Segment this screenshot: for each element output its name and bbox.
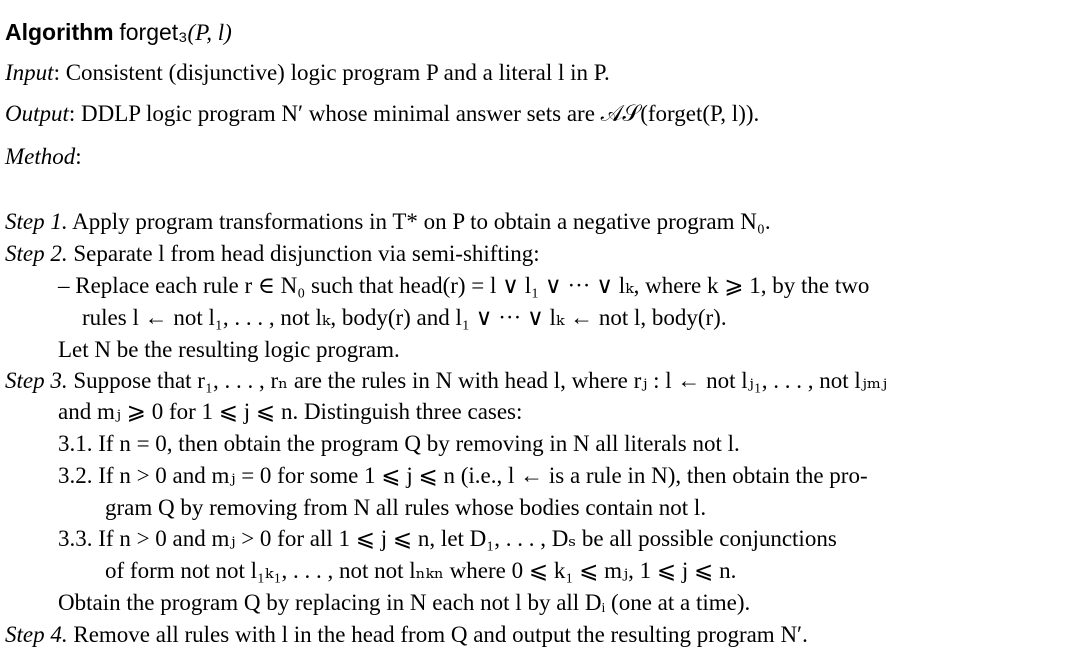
step-3-2b-text: gram Q by removing from N all rules whose bodies contain not l. [105,495,707,520]
step-3-2a-text: 3.2. If n > 0 and mⱼ = 0 for some 1 ⩽ j ⩽ n (i.e., l ← is a rule in N), then obtain the pro- [58,463,868,488]
step-2-bullet-line-2 [82,304,727,332]
step-3-cont-text: and mⱼ ⩾ 0 for 1 ⩽ j ⩽ n. Distinguish three cases: [58,399,523,424]
step-3-label: Step 3. [5,368,68,393]
method-text: : [75,144,82,169]
step-3-2-line-2 [105,494,706,522]
step-1-text: Apply program transformations in T* on P to obtain a negative program N₀. [72,209,771,234]
step-3-3-line-1 [58,525,837,553]
output-line [5,100,759,128]
algorithm-name: forget₃ [119,19,188,45]
algorithm-title [5,18,232,47]
algorithm-args: (P, l) [187,20,232,45]
step-3-1-text: 3.1. If n = 0, then obtain the program Q by removing in N all literals not l. [58,431,740,456]
output-text: : DDLP logic program N′ whose minimal answer sets are 𝒜𝒮(forget(P, l)). [68,101,760,126]
step-2-bullet-b: rules l ← not l₁, . . . , not lₖ, body(r) and l₁ ∨ ··· ∨ lₖ ← not l, body(r). [82,305,727,330]
step-1-label: Step 1. [5,209,68,234]
step-4 [5,621,808,649]
step-2-after-text: Let N be the resulting logic program. [58,337,400,362]
step-3-text: Suppose that r₁, . . . , rₙ are the rules in N with head l, where rⱼ : l ← not lⱼ₁, . . . , not lⱼₘⱼ [73,368,888,393]
step-3-cont [58,398,522,426]
step-3 [5,367,887,395]
method-line [5,143,82,171]
step-2-text: Separate l from head disjunction via semi-shifting: [73,241,540,266]
input-text: : Consistent (disjunctive) logic program P and a literal l in P. [53,60,610,85]
step-2 [5,240,540,268]
step-3-3-line-2 [105,557,736,585]
step-4-text: Remove all rules with l in the head from Q and output the resulting program N′. [73,622,808,647]
step-3-1 [58,430,740,458]
step-3-obtain [58,589,750,617]
output-label: Output [5,101,69,126]
step-2-bullet-line-1 [58,272,1060,300]
step-3-3b-text: of form not not l₁ₖ₁, . . . , not not lₙₖₙ where 0 ⩽ k₁ ⩽ mⱼ, 1 ⩽ j ⩽ n. [105,558,737,583]
step-2-bullet-a: – Replace each rule r ∈ N₀ such that head(r) = l ∨ l₁ ∨ ··· ∨ lₖ, where k ⩾ 1, by the two [58,273,870,298]
algorithm-label: Algorithm [5,19,114,45]
step-1 [5,208,771,236]
step-3-obtain-text: Obtain the program Q by replacing in N each not l by all Dᵢ (one at a time). [58,590,751,615]
input-label: Input [5,60,54,85]
step-2-after [58,336,400,364]
step-3-2-line-1 [58,462,868,490]
method-label: Method [5,144,76,169]
step-4-label: Step 4. [5,622,68,647]
input-line [5,59,610,87]
step-3-3a-text: 3.3. If n > 0 and mⱼ > 0 for all 1 ⩽ j ⩽ n, let D₁, . . . , Dₛ be all possible conjunctions [58,526,837,551]
step-2-label: Step 2. [5,241,68,266]
